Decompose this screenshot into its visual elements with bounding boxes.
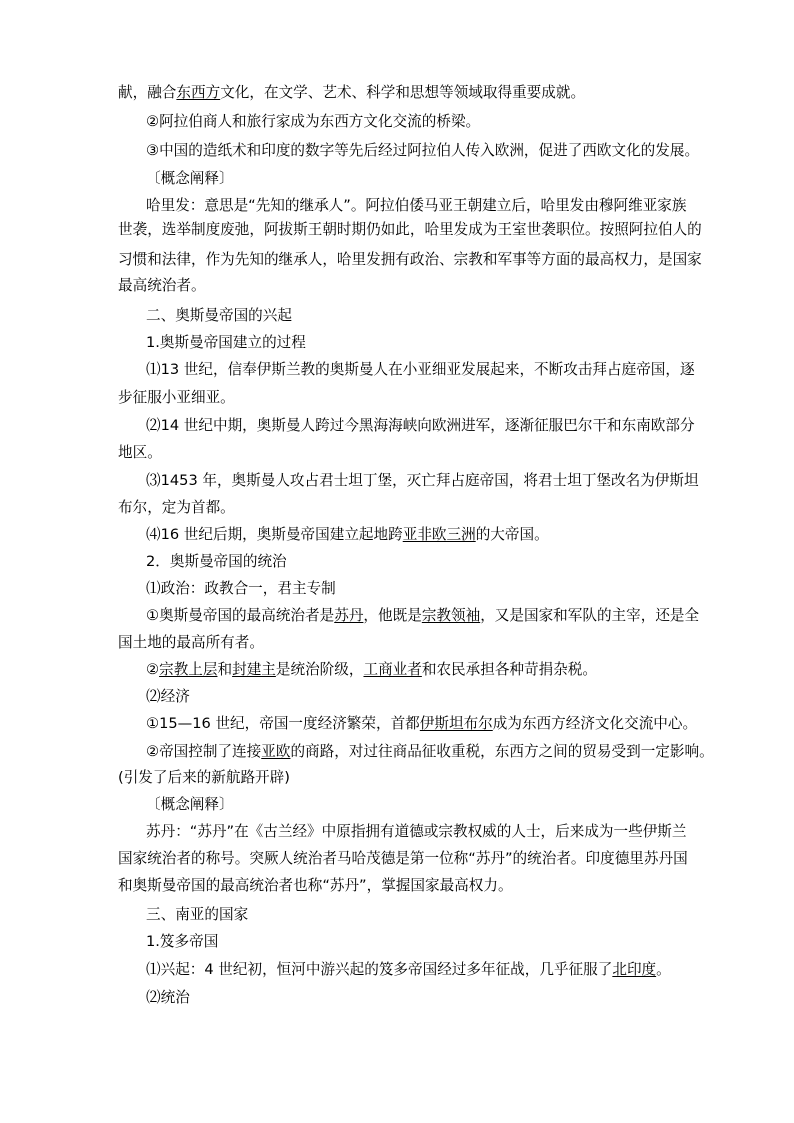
text-segment: 二、奥斯曼帝国的兴起 <box>146 307 292 324</box>
text-segment: 布尔，定为首都。 <box>118 499 235 516</box>
underlined-term: 亚欧 <box>261 743 291 760</box>
text-segment: ③中国的造纸术和印度的数字等先后经过阿拉伯人传入欧洲，促进了西欧文化的发展。 <box>146 142 700 159</box>
text-segment: 世袭，选举制度废弛，阿拔斯王朝时期仍如此，哈里发成为王室世袭职位。按照阿拉伯人的 <box>118 221 702 238</box>
text-line <box>146 606 699 626</box>
underlined-term: 亚非欧三洲 <box>402 526 476 543</box>
text-segment: ⑵经济 <box>146 688 190 705</box>
text-segment: 三、南亚的国家 <box>146 906 249 923</box>
text-segment: (引发了后来的新航路开辟) <box>118 769 290 786</box>
underlined-term: 伊斯坦布尔 <box>419 715 493 732</box>
text-line <box>118 849 688 869</box>
text-segment: ⑷16 世纪后期，奥斯曼帝国建立起地跨 <box>146 526 403 543</box>
text-line <box>118 876 513 896</box>
text-segment: 苏丹：“苏丹”在《古兰经》中原指拥有道德或宗教权威的人士，后来成为一些伊斯兰 <box>146 823 687 840</box>
text-line <box>118 633 264 653</box>
text-segment: ⑴政治：政教合一，君主专制 <box>146 580 336 597</box>
text-segment: ⑵统治 <box>146 989 190 1006</box>
text-line <box>146 932 218 952</box>
text-line <box>146 196 687 216</box>
text-segment: 文化，在文学、艺术、科学和思想等领域取得重要成就。 <box>220 84 586 101</box>
text-segment: ② <box>146 661 160 678</box>
text-line <box>118 388 235 408</box>
text-segment: 。 <box>656 961 671 978</box>
text-segment: 国土地的最高所有者。 <box>118 634 264 651</box>
text-line <box>146 525 549 545</box>
text-segment: 步征服小亚细亚。 <box>118 389 235 406</box>
text-line <box>118 276 206 296</box>
text-segment: ⑴13 世纪，信奉伊斯兰教的奥斯曼人在小亚细亚发展起来，不断攻击拜占庭帝国，逐 <box>146 361 695 378</box>
text-segment: 成为东西方经济文化交流中心。 <box>492 715 698 732</box>
text-segment: 和 <box>217 661 233 678</box>
underlined-term: 封建主 <box>232 661 276 678</box>
text-segment: ⑵14 世纪中期，奥斯曼人跨过今黑海海峡向欧洲进军，逐渐征服巴尔干和东南欧部分 <box>146 417 695 434</box>
text-segment: 〔概念阐释〕 <box>146 170 234 187</box>
text-line <box>118 498 235 518</box>
text-segment: ①奥斯曼帝国的最高统治者是 <box>146 607 335 624</box>
text-line <box>146 687 190 707</box>
text-segment: ，他既是 <box>363 607 422 624</box>
text-line <box>146 742 714 762</box>
text-line <box>118 768 290 788</box>
text-segment: 国家统治者的称号。突厥人统治者马哈茂德是第一位称“苏丹”的统治者。印度德里苏丹国 <box>118 850 688 867</box>
underlined-term: 宗教领袖 <box>421 607 481 624</box>
text-line <box>118 220 702 240</box>
text-segment: ①15—16 世纪，帝国一度经济繁荣，首都 <box>146 715 420 732</box>
text-segment: ②帝国控制了连接 <box>146 743 262 760</box>
text-segment: 1.笈多帝国 <box>146 933 219 950</box>
text-segment: 是统治阶级， <box>275 661 364 678</box>
text-line <box>146 905 248 925</box>
text-line <box>146 333 306 353</box>
text-line <box>146 306 292 326</box>
text-line <box>118 443 162 463</box>
text-line <box>146 714 697 734</box>
text-line <box>146 960 671 980</box>
underlined-term: 苏丹 <box>334 607 364 624</box>
text-line <box>146 795 234 815</box>
text-line <box>146 112 480 132</box>
text-segment: 〔概念阐释〕 <box>146 796 234 813</box>
text-line <box>146 416 695 436</box>
underlined-term: 东西方 <box>176 84 221 101</box>
text-segment: 1.奥斯曼帝国建立的过程 <box>146 334 306 351</box>
text-line <box>146 988 190 1008</box>
text-segment: 的商路，对过往商品征收重税，东西方之间的贸易受到一定影响。 <box>290 743 714 760</box>
text-segment: 最高统治者。 <box>118 277 206 294</box>
text-segment: 和农民承担各种苛捐杂税。 <box>421 661 597 678</box>
underlined-term: 北印度 <box>612 961 657 978</box>
text-segment: 的大帝国。 <box>475 526 549 543</box>
underlined-term: 工商业者 <box>363 661 422 678</box>
text-line <box>118 250 702 270</box>
text-segment: 哈里发：意思是“先知的继承人”。阿拉伯倭马亚王朝建立后，哈里发由穆阿维亚家族 <box>146 197 687 214</box>
text-segment: 和奥斯曼帝国的最高统治者也称“苏丹”，掌握国家最高权力。 <box>118 877 513 894</box>
text-line <box>146 360 695 380</box>
text-line <box>146 552 287 572</box>
text-line <box>118 83 585 103</box>
text-segment: 献，融合 <box>118 84 177 101</box>
text-segment: ，又是国家和军队的主宰，还是全 <box>480 607 700 624</box>
text-line <box>146 141 699 161</box>
underlined-term: 宗教上层 <box>159 661 218 678</box>
text-line <box>146 169 234 189</box>
text-segment: 地区。 <box>118 444 162 461</box>
text-line <box>146 471 699 491</box>
text-line <box>146 660 597 680</box>
text-segment: 习惯和法律，作为先知的继承人，哈里发拥有政治、宗教和军事等方面的最高权力，是国家 <box>118 251 702 268</box>
text-segment: ⑴兴起：4 世纪初，恒河中游兴起的笈多帝国经过多年征战，几乎征服了 <box>146 961 613 978</box>
text-segment: ②阿拉伯商人和旅行家成为东西方文化交流的桥梁。 <box>146 113 481 130</box>
text-line <box>146 579 336 599</box>
text-segment: 2．奥斯曼帝国的统治 <box>146 553 287 570</box>
text-segment: ⑶1453 年，奥斯曼人攻占君士坦丁堡，灭亡拜占庭帝国，将君士坦丁堡改名为伊斯坦 <box>146 472 699 489</box>
text-line <box>146 822 687 842</box>
